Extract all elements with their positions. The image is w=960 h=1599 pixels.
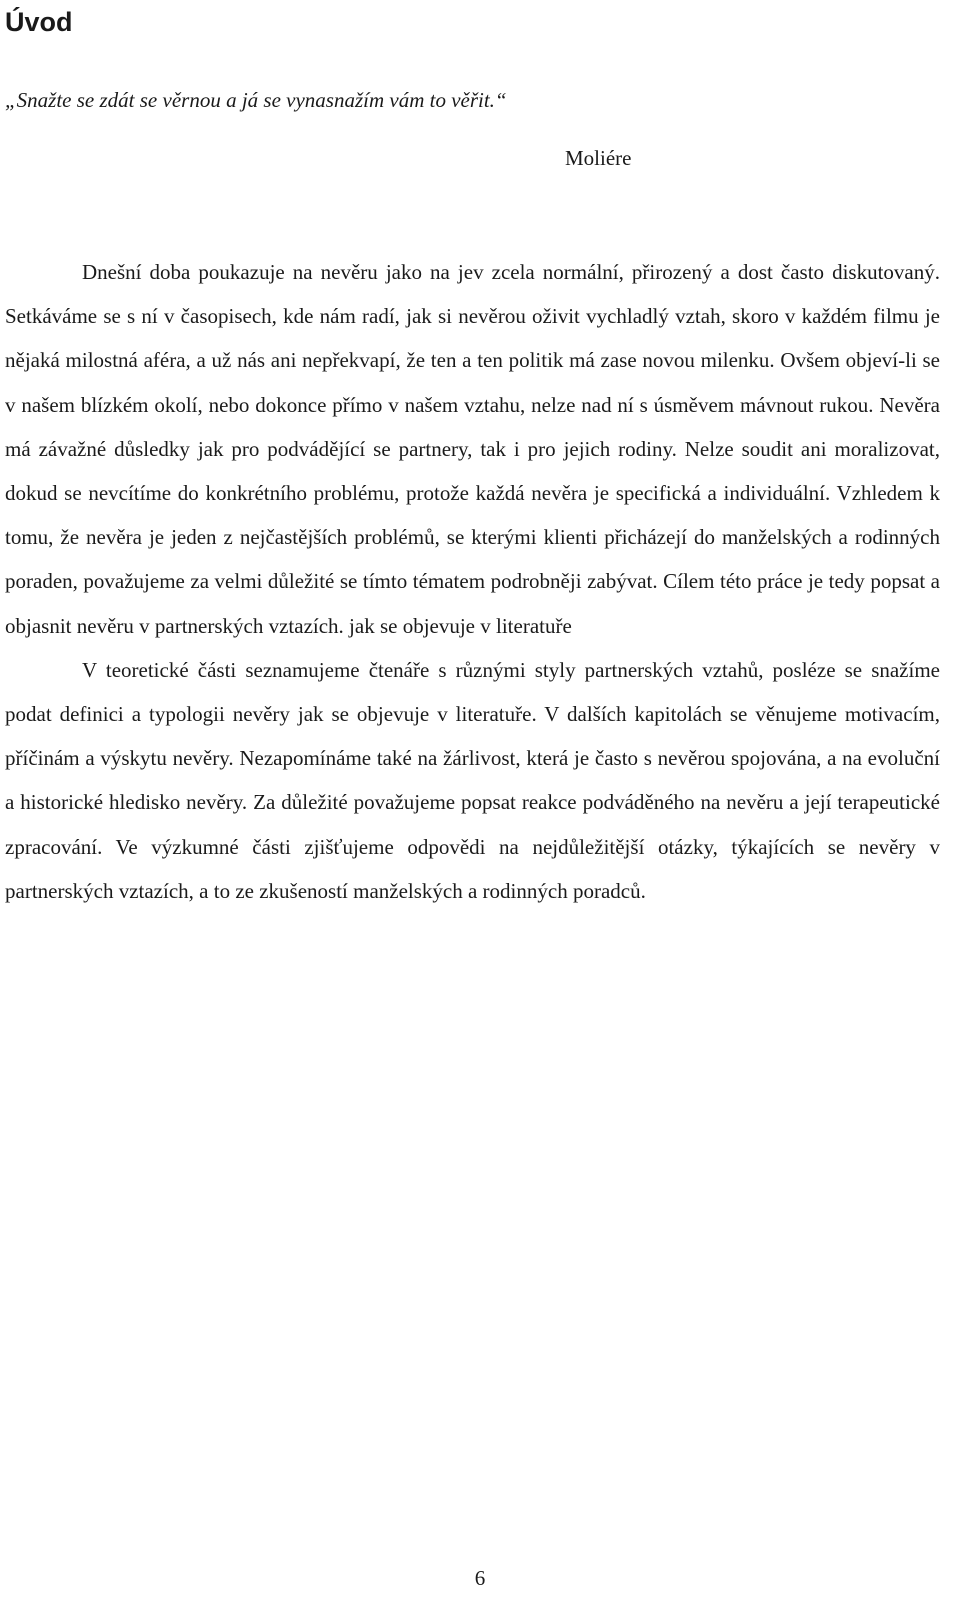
paragraph-structure: V teoretické části seznamujeme čtenáře s různými styly partnerských vztahů, posléze se snažíme podat definici a typologii nevěry jak se objevuje v literatuře. V dalších kapitolách se věnujeme motivacím, příčinám a výskytu nevěry. Nezapomínáme také na žárlivost, která je často s nevěrou spojována, a na evoluční a historické hledisko nevěry. Za důležité považujeme popsat reakce podváděného na nevěru a její terapeutické zpracování. Ve výzkumné části zjišťujeme odpovědi na nejdůležitější otázky, týkajících se nevěry v partnerských vztazích, a to ze zkušeností manželských a rodinných poradců.: [5, 657, 940, 903]
page-number: 6: [474, 1566, 486, 1590]
document-page: [5, 0, 955, 1599]
paragraph-intro: Dnešní doba poukazuje na nevěru jako na jev zcela normální, přirozený a dost často diskutovaný. Setkáváme se s ní v časopisech, kde nám radí, jak si nevěrou oživit vychladlý vztah, skoro v každém filmu je nějaká milostná aféra, a už nás ani nepřekvapí, že ten a ten politik má zase novou milenku. Ovšem objeví-li se v našem blízkém okolí, nebo dokonce přímo v našem vztahu, nelze nad ní s úsměvem mávnout rukou. Nevěra má závažné důsledky jak pro podvádějící se partnery, tak i pro jejich rodiny. Nelze soudit ani moralizovat, dokud se nevcítíme do konkrétního problému, protože každá nevěra je specifická a individuální. Vzhledem k tomu, že nevěra je jeden z nejčastějších problémů, se kterými klienti přicházejí do manželských a rodinných poraden, považujeme za velmi důležité se tímto tématem podrobněji zabývat. Cílem této práce je tedy popsat a objasnit nevěru v partnerských vztazích. jak se objevuje v literatuře: [5, 260, 940, 638]
chapter-heading: Úvod: [5, 7, 73, 37]
epigraph-quote: „Snažte se zdát se věrnou a já se vynasnažím vám to věřit.“: [5, 88, 507, 112]
epigraph-author: Moliére: [565, 146, 632, 170]
body-text: [5, 250, 940, 913]
